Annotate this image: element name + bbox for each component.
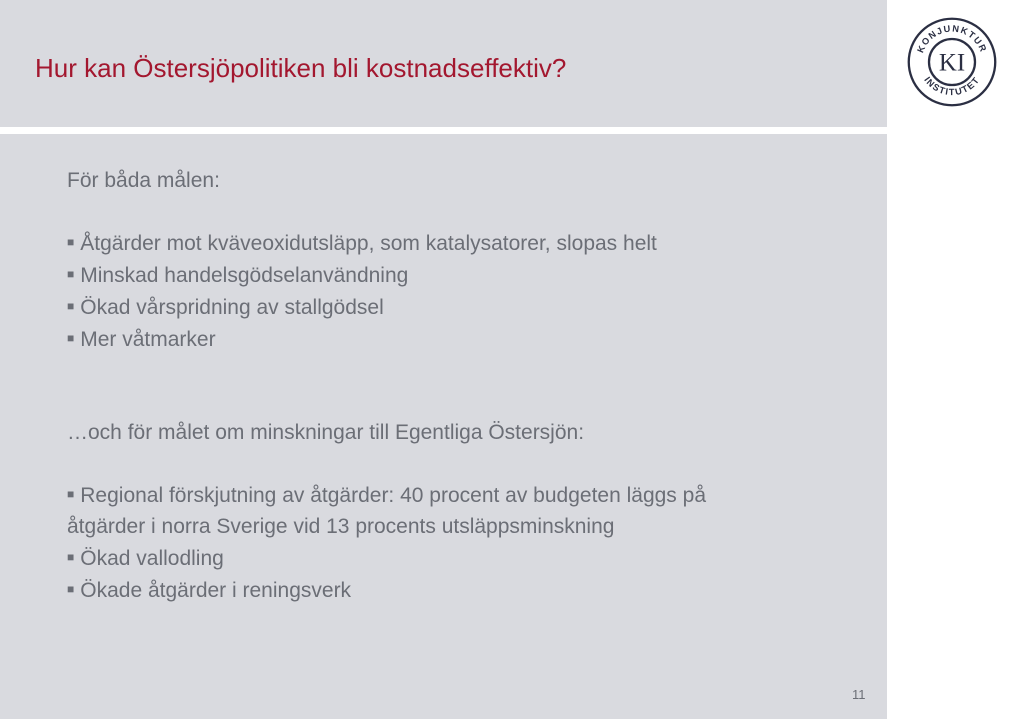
list-item xyxy=(67,291,797,323)
bullet-icon: ■ xyxy=(67,550,75,564)
list-item-text: Åtgärder mot kväveoxidutsläpp, som katalysatorer, slopas helt xyxy=(80,232,657,255)
list-item-text: Regional förskjutning av åtgärder: 40 procent av budgeten läggs på åtgärder i norra Sverige vid 13 procents utsläppsminskning xyxy=(67,484,707,538)
intro-both-goals: För båda målen: xyxy=(67,169,220,192)
slide-content xyxy=(67,165,797,606)
bullet-icon: ■ xyxy=(67,267,75,281)
list-item-text: Ökad vallodling xyxy=(80,547,224,570)
list-item xyxy=(67,259,797,291)
list-item xyxy=(67,542,797,574)
logo-ring-text-top: KONJUNKTUR xyxy=(915,23,989,55)
spacer xyxy=(67,196,797,227)
list-item-text: Mer våtmarker xyxy=(80,328,216,351)
intro-baltic-goal: …och för målet om minskningar till Egentliga Östersjön: xyxy=(67,421,585,444)
konjunkturinstitutet-logo xyxy=(906,16,998,108)
list-item xyxy=(67,479,767,542)
list-item xyxy=(67,227,797,259)
bullet-icon: ■ xyxy=(67,487,75,501)
bullet-icon: ■ xyxy=(67,331,75,345)
logo-initials: KI xyxy=(938,49,966,77)
bullet-icon: ■ xyxy=(67,299,75,313)
slide-title: Hur kan Östersjöpolitiken bli kostnadseffektiv? xyxy=(35,53,567,83)
list-item-text: Ökad vårspridning av stallgödsel xyxy=(80,296,384,319)
spacer xyxy=(67,355,797,417)
page-number: 11 xyxy=(852,687,866,702)
spacer xyxy=(67,448,797,479)
logo-ring-text-bottom: INSTITUTET xyxy=(922,74,982,98)
list-item-text: Minskad handelsgödselanvändning xyxy=(80,264,409,287)
list-item xyxy=(67,323,797,355)
bullet-icon: ■ xyxy=(67,235,75,249)
list-item-text: Ökade åtgärder i reningsverk xyxy=(80,579,352,602)
list-item xyxy=(67,574,797,606)
bullet-icon: ■ xyxy=(67,582,75,596)
